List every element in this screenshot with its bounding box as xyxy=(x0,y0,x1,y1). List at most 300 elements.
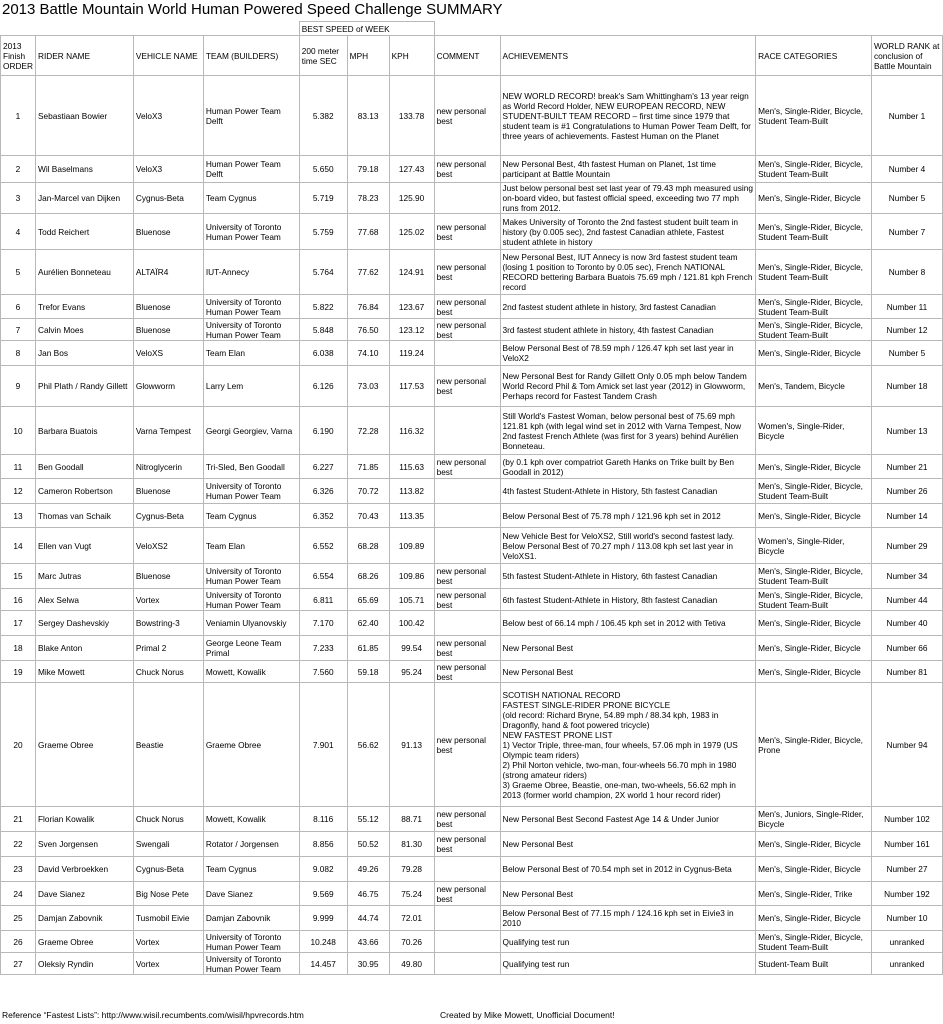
cell-rider: Aurélien Bonneteau xyxy=(35,250,133,295)
cell-rider: Alex Selwa xyxy=(35,589,133,611)
cell-order: 9 xyxy=(1,366,36,407)
cell-kph: 113.35 xyxy=(389,504,434,528)
cell-comment: new personal best xyxy=(434,319,500,341)
table-row xyxy=(1,250,943,295)
cell-order: 27 xyxy=(1,953,36,975)
table-row xyxy=(1,183,943,214)
cell-rank: Number 1 xyxy=(871,76,942,156)
column-header-row xyxy=(1,36,943,76)
cell-rank: Number 102 xyxy=(871,807,942,832)
cell-rider: Calvin Moes xyxy=(35,319,133,341)
cell-team: University of Toronto Human Power Team xyxy=(203,479,299,504)
cell-rider: Mike Mowett xyxy=(35,661,133,683)
cell-achievements: Qualifying test run xyxy=(500,953,756,975)
cell-order: 7 xyxy=(1,319,36,341)
cell-time: 7.233 xyxy=(299,636,347,661)
cell-mph: 79.18 xyxy=(347,156,389,183)
cell-rider: Oleksiy Ryndin xyxy=(35,953,133,975)
cell-race: Men's, Single-Rider, Bicycle xyxy=(756,906,872,931)
cell-rank: Number 13 xyxy=(871,407,942,455)
cell-time: 9.999 xyxy=(299,906,347,931)
cell-rank: Number 27 xyxy=(871,857,942,882)
cell-race: Men's, Single-Rider, Bicycle, Student Team-Built xyxy=(756,250,872,295)
cell-time: 6.352 xyxy=(299,504,347,528)
cell-order: 21 xyxy=(1,807,36,832)
cell-time: 8.856 xyxy=(299,832,347,857)
cell-race: Men's, Single-Rider, Bicycle, Student Team-Built xyxy=(756,564,872,589)
cell-kph: 123.12 xyxy=(389,319,434,341)
cell-rank: Number 11 xyxy=(871,295,942,319)
cell-mph: 65.69 xyxy=(347,589,389,611)
cell-comment: new personal best xyxy=(434,250,500,295)
cell-team: Damjan Zabovnik xyxy=(203,906,299,931)
cell-rider: Sergey Dashevskiy xyxy=(35,611,133,636)
cell-comment: new personal best xyxy=(434,832,500,857)
cell-rank: Number 94 xyxy=(871,683,942,807)
col-time: 200 meter time SEC xyxy=(299,36,347,76)
cell-order: 17 xyxy=(1,611,36,636)
cell-kph: 109.89 xyxy=(389,528,434,564)
cell-team: Graeme Obree xyxy=(203,683,299,807)
table-row xyxy=(1,857,943,882)
table-row xyxy=(1,661,943,683)
cell-order: 23 xyxy=(1,857,36,882)
cell-rider: Phil Plath / Randy Gillett xyxy=(35,366,133,407)
cell-achievements: Qualifying test run xyxy=(500,931,756,953)
cell-rank: Number 192 xyxy=(871,882,942,906)
cell-mph: 56.62 xyxy=(347,683,389,807)
cell-kph: 95.24 xyxy=(389,661,434,683)
cell-team: University of Toronto Human Power Team xyxy=(203,589,299,611)
cell-kph: 72.01 xyxy=(389,906,434,931)
cell-order: 4 xyxy=(1,214,36,250)
cell-race: Men's, Single-Rider, Bicycle xyxy=(756,636,872,661)
table-row xyxy=(1,295,943,319)
cell-team: IUT-Annecy xyxy=(203,250,299,295)
cell-achievements: Makes University of Toronto the 2nd fastest student built team in history (by 0.005 sec), 2nd fastest Canadian athlete, Fastest student athlete in history xyxy=(500,214,756,250)
col-comment: COMMENT xyxy=(434,36,500,76)
cell-vehicle: Bluenose xyxy=(133,564,203,589)
cell-order: 15 xyxy=(1,564,36,589)
cell-mph: 73.03 xyxy=(347,366,389,407)
cell-rank: Number 40 xyxy=(871,611,942,636)
cell-race: Men's, Single-Rider, Trike xyxy=(756,882,872,906)
cell-team: Veniamin Ulyanovskiy xyxy=(203,611,299,636)
cell-achievements: 2nd fastest student athlete in history, 3rd fastest Canadian xyxy=(500,295,756,319)
cell-achievements: New Vehicle Best for VeloXS2, Still world's second fastest lady. Below Personal Best of 70.27 mph / 113.08 kph set last year in VeloXS1. xyxy=(500,528,756,564)
table-row xyxy=(1,504,943,528)
cell-kph: 125.90 xyxy=(389,183,434,214)
cell-comment xyxy=(434,528,500,564)
cell-order: 6 xyxy=(1,295,36,319)
col-achievements: ACHIEVEMENTS xyxy=(500,36,756,76)
cell-mph: 72.28 xyxy=(347,407,389,455)
cell-vehicle: VeloX3 xyxy=(133,156,203,183)
table-row xyxy=(1,683,943,807)
cell-kph: 100.42 xyxy=(389,611,434,636)
cell-team: Human Power Team Delft xyxy=(203,156,299,183)
cell-mph: 59.18 xyxy=(347,661,389,683)
col-rider-name: RIDER NAME xyxy=(35,36,133,76)
cell-team: University of Toronto Human Power Team xyxy=(203,564,299,589)
reference-footer: Reference “Fastest Lists”: http://www.wisil.recumbents.com/wisil/hpvrecords.htm xyxy=(2,1010,304,1020)
cell-comment: new personal best xyxy=(434,564,500,589)
cell-comment xyxy=(434,857,500,882)
best-speed-header: BEST SPEED of WEEK xyxy=(299,22,434,36)
cell-mph: 43.66 xyxy=(347,931,389,953)
table-row xyxy=(1,832,943,857)
cell-vehicle: Bluenose xyxy=(133,214,203,250)
cell-achievements: New Personal Best xyxy=(500,832,756,857)
cell-race: Student-Team Built xyxy=(756,953,872,975)
table-row xyxy=(1,528,943,564)
cell-vehicle: Varna Tempest xyxy=(133,407,203,455)
cell-achievements: (by 0.1 kph over compatriot Gareth Hanks on Trike built by Ben Goodall in 2012) xyxy=(500,455,756,479)
cell-race: Men's, Single-Rider, Bicycle, Student Team-Built xyxy=(756,214,872,250)
cell-mph: 55.12 xyxy=(347,807,389,832)
cell-team: Larry Lem xyxy=(203,366,299,407)
cell-vehicle: Swengali xyxy=(133,832,203,857)
cell-race: Men's, Single-Rider, Bicycle, Student Team-Built xyxy=(756,156,872,183)
cell-comment xyxy=(434,953,500,975)
cell-achievements: New Personal Best xyxy=(500,661,756,683)
cell-mph: 76.84 xyxy=(347,295,389,319)
cell-order: 18 xyxy=(1,636,36,661)
cell-comment: new personal best xyxy=(434,366,500,407)
cell-race: Men's, Single-Rider, Bicycle xyxy=(756,857,872,882)
col-kph: KPH xyxy=(389,36,434,76)
cell-mph: 77.68 xyxy=(347,214,389,250)
cell-mph: 78.23 xyxy=(347,183,389,214)
cell-mph: 68.26 xyxy=(347,564,389,589)
cell-achievements: 4th fastest Student-Athlete in History, 5th fastest Canadian xyxy=(500,479,756,504)
cell-rank: Number 34 xyxy=(871,564,942,589)
cell-order: 1 xyxy=(1,76,36,156)
cell-kph: 123.67 xyxy=(389,295,434,319)
cell-achievements: Still World's Fastest Woman, below personal best of 75.69 mph 121.81 kph (with legal wind set in 2012 with Varna Tempest, Now 2nd fastest French Athlete (was first for 3 years) behind Aurélien Bonneteau. xyxy=(500,407,756,455)
cell-kph: 75.24 xyxy=(389,882,434,906)
cell-mph: 77.62 xyxy=(347,250,389,295)
cell-order: 12 xyxy=(1,479,36,504)
cell-kph: 99.54 xyxy=(389,636,434,661)
cell-race: Men's, Single-Rider, Bicycle, Student Team-Built xyxy=(756,295,872,319)
cell-order: 10 xyxy=(1,407,36,455)
cell-kph: 124.91 xyxy=(389,250,434,295)
cell-comment xyxy=(434,906,500,931)
cell-comment xyxy=(434,407,500,455)
cell-team: University of Toronto Human Power Team xyxy=(203,214,299,250)
cell-achievements: New Personal Best, IUT Annecy is now 3rd fastest student team (losing 1 position to Toronto by 0.05 sec), French NATIONAL RECORD bettering Barbara Buatois 75.69 mph / 121.81 kph French record xyxy=(500,250,756,295)
cell-comment: new personal best xyxy=(434,589,500,611)
cell-comment xyxy=(434,341,500,366)
cell-vehicle: Cygnus-Beta xyxy=(133,857,203,882)
cell-vehicle: Chuck Norus xyxy=(133,661,203,683)
cell-time: 5.848 xyxy=(299,319,347,341)
cell-vehicle: Cygnus-Beta xyxy=(133,504,203,528)
cell-kph: 49.80 xyxy=(389,953,434,975)
table-row xyxy=(1,341,943,366)
cell-time: 5.719 xyxy=(299,183,347,214)
cell-time: 5.650 xyxy=(299,156,347,183)
table-row xyxy=(1,931,943,953)
cell-race: Men's, Single-Rider, Bicycle, Student Team-Built xyxy=(756,479,872,504)
cell-order: 20 xyxy=(1,683,36,807)
cell-achievements: Below best of 66.14 mph / 106.45 kph set in 2012 with Tetiva xyxy=(500,611,756,636)
cell-time: 6.326 xyxy=(299,479,347,504)
cell-team: University of Toronto Human Power Team xyxy=(203,295,299,319)
cell-rank: Number 161 xyxy=(871,832,942,857)
cell-order: 8 xyxy=(1,341,36,366)
cell-achievements: New Personal Best xyxy=(500,882,756,906)
cell-rider: Florian Kowalik xyxy=(35,807,133,832)
cell-time: 7.560 xyxy=(299,661,347,683)
cell-comment xyxy=(434,611,500,636)
cell-time: 6.552 xyxy=(299,528,347,564)
cell-achievements: NEW WORLD RECORD! break's Sam Whittingham's 13 year reign as World Record Holder, NEW EUROPEAN RECORD, NEW STUDENT-BUILT TEAM RECORD – first time since 1979 that student team is #1 Congratulations to Human Power Team Delft, for three years of achievements. Fastest Human on the Planet xyxy=(500,76,756,156)
cell-vehicle: Cygnus-Beta xyxy=(133,183,203,214)
cell-mph: 68.28 xyxy=(347,528,389,564)
cell-kph: 117.53 xyxy=(389,366,434,407)
cell-time: 6.811 xyxy=(299,589,347,611)
cell-rank: Number 21 xyxy=(871,455,942,479)
cell-time: 5.759 xyxy=(299,214,347,250)
document-title: 2013 Battle Mountain World Human Powered Speed Challenge SUMMARY xyxy=(2,1,503,18)
cell-kph: 116.32 xyxy=(389,407,434,455)
cell-race: Men's, Single-Rider, Bicycle xyxy=(756,183,872,214)
cell-achievements: New Personal Best xyxy=(500,636,756,661)
cell-vehicle: Bowstring-3 xyxy=(133,611,203,636)
table-row xyxy=(1,407,943,455)
cell-time: 5.764 xyxy=(299,250,347,295)
cell-time: 7.170 xyxy=(299,611,347,636)
cell-rider: Jan Bos xyxy=(35,341,133,366)
cell-vehicle: Bluenose xyxy=(133,295,203,319)
cell-rider: David Verbroekken xyxy=(35,857,133,882)
results-table-wrapper xyxy=(0,21,943,975)
cell-vehicle: Beastie xyxy=(133,683,203,807)
cell-rider: Barbara Buatois xyxy=(35,407,133,455)
cell-race: Men's, Tandem, Bicycle xyxy=(756,366,872,407)
cell-achievements: Just below personal best set last year of 79.43 mph measured using on-board video, but fastest official speed, exceeding two 77 mph runs from 2012. xyxy=(500,183,756,214)
cell-team: Team Elan xyxy=(203,341,299,366)
cell-achievements: Below Personal Best of 77.15 mph / 124.16 kph set in Eivie3 in 2010 xyxy=(500,906,756,931)
col-race-categories: RACE CATEGORIES xyxy=(756,36,872,76)
cell-rider: Jan-Marcel van Dijken xyxy=(35,183,133,214)
cell-team: University of Toronto Human Power Team xyxy=(203,931,299,953)
col-team: TEAM (BUILDERS) xyxy=(203,36,299,76)
col-finish-order: 2013 Finish ORDER xyxy=(1,36,36,76)
cell-kph: 127.43 xyxy=(389,156,434,183)
cell-comment xyxy=(434,931,500,953)
cell-race: Men's, Single-Rider, Bicycle xyxy=(756,504,872,528)
cell-race: Men's, Juniors, Single-Rider, Bicycle xyxy=(756,807,872,832)
cell-comment: new personal best xyxy=(434,683,500,807)
cell-order: 3 xyxy=(1,183,36,214)
cell-rank: Number 8 xyxy=(871,250,942,295)
cell-kph: 115.63 xyxy=(389,455,434,479)
cell-comment: new personal best xyxy=(434,807,500,832)
cell-team: George Leone Team Primal xyxy=(203,636,299,661)
cell-vehicle: Nitroglycerin xyxy=(133,455,203,479)
cell-vehicle: Big Nose Pete xyxy=(133,882,203,906)
cell-rank: unranked xyxy=(871,931,942,953)
cell-order: 13 xyxy=(1,504,36,528)
table-row xyxy=(1,636,943,661)
cell-mph: 70.43 xyxy=(347,504,389,528)
cell-rider: Wil Baselmans xyxy=(35,156,133,183)
cell-comment xyxy=(434,504,500,528)
cell-kph: 88.71 xyxy=(389,807,434,832)
cell-team: Mowett, Kowalik xyxy=(203,661,299,683)
cell-mph: 70.72 xyxy=(347,479,389,504)
cell-vehicle: VeloXS xyxy=(133,341,203,366)
cell-vehicle: Vortex xyxy=(133,931,203,953)
cell-rank: Number 18 xyxy=(871,366,942,407)
results-table xyxy=(0,21,943,975)
cell-team: Georgi Georgiev, Varna xyxy=(203,407,299,455)
cell-achievements: Below Personal Best of 75.78 mph / 121.96 kph set in 2012 xyxy=(500,504,756,528)
table-row xyxy=(1,589,943,611)
cell-vehicle: Glowworm xyxy=(133,366,203,407)
group-header-row xyxy=(1,22,943,36)
cell-order: 19 xyxy=(1,661,36,683)
cell-rider: Sven Jorgensen xyxy=(35,832,133,857)
cell-rider: Ellen van Vugt xyxy=(35,528,133,564)
cell-achievements: 6th fastest Student-Athlete in History, 8th fastest Canadian xyxy=(500,589,756,611)
cell-mph: 46.75 xyxy=(347,882,389,906)
table-row xyxy=(1,156,943,183)
cell-rank: Number 4 xyxy=(871,156,942,183)
cell-rider: Graeme Obree xyxy=(35,931,133,953)
cell-comment: new personal best xyxy=(434,156,500,183)
cell-kph: 105.71 xyxy=(389,589,434,611)
cell-mph: 49.26 xyxy=(347,857,389,882)
cell-comment: new personal best xyxy=(434,455,500,479)
cell-vehicle: Vortex xyxy=(133,953,203,975)
cell-comment: new personal best xyxy=(434,661,500,683)
cell-order: 5 xyxy=(1,250,36,295)
cell-time: 6.126 xyxy=(299,366,347,407)
cell-vehicle: ALTAÏR4 xyxy=(133,250,203,295)
cell-kph: 109.86 xyxy=(389,564,434,589)
cell-kph: 79.28 xyxy=(389,857,434,882)
cell-race: Men's, Single-Rider, Bicycle, Student Team-Built xyxy=(756,931,872,953)
cell-race: Men's, Single-Rider, Bicycle, Student Team-Built xyxy=(756,76,872,156)
cell-team: Rotator / Jorgensen xyxy=(203,832,299,857)
cell-rider: Dave Sianez xyxy=(35,882,133,906)
cell-rank: Number 81 xyxy=(871,661,942,683)
results-body xyxy=(1,76,943,975)
cell-achievements: SCOTISH NATIONAL RECORD FASTEST SINGLE-RIDER PRONE BICYCLE (old record: Richard Bryne, 54.89 mph / 88.34 kph, 1983 in Dragonfly, hand & foot powered tricycle) NEW FASTEST PRONE LIST 1) Vector Triple, three-man, four wheels, 57.06 mph in 1979 (US Olympic team riders) 2) Phil Norton vehicle, two-man, four-wheels 56.70 mph in 1980 (strong amateur riders) 3) Graeme Obree, Beastie, one-man, two-wheels, 56.62 mph in 2013 (former world champion, 2X world 1 hour record rider) xyxy=(500,683,756,807)
cell-team: University of Toronto Human Power Team xyxy=(203,953,299,975)
cell-time: 10.248 xyxy=(299,931,347,953)
cell-rank: Number 29 xyxy=(871,528,942,564)
cell-order: 2 xyxy=(1,156,36,183)
cell-rank: Number 5 xyxy=(871,341,942,366)
cell-time: 6.190 xyxy=(299,407,347,455)
cell-mph: 44.74 xyxy=(347,906,389,931)
cell-time: 9.082 xyxy=(299,857,347,882)
cell-mph: 71.85 xyxy=(347,455,389,479)
table-row xyxy=(1,366,943,407)
cell-rider: Todd Reichert xyxy=(35,214,133,250)
cell-race: Men's, Single-Rider, Bicycle, Student Team-Built xyxy=(756,319,872,341)
cell-team: Human Power Team Delft xyxy=(203,76,299,156)
cell-team: Team Elan xyxy=(203,528,299,564)
cell-comment: new personal best xyxy=(434,636,500,661)
cell-achievements: New Personal Best for Randy Gillett Only 0.05 mph below Tandem World Record Phil & Tom Amick set last year (2012) in Glowworm, Perhaps record for Fastest Tandem Crash xyxy=(500,366,756,407)
cell-rider: Sebastiaan Bowier xyxy=(35,76,133,156)
col-vehicle-name: VEHICLE NAME xyxy=(133,36,203,76)
cell-rank: unranked xyxy=(871,953,942,975)
col-mph: MPH xyxy=(347,36,389,76)
cell-vehicle: Bluenose xyxy=(133,479,203,504)
cell-rank: Number 12 xyxy=(871,319,942,341)
cell-team: Mowett, Kowalik xyxy=(203,807,299,832)
cell-rider: Marc Jutras xyxy=(35,564,133,589)
cell-time: 14.457 xyxy=(299,953,347,975)
cell-rank: Number 26 xyxy=(871,479,942,504)
cell-mph: 74.10 xyxy=(347,341,389,366)
cell-order: 14 xyxy=(1,528,36,564)
cell-rank: Number 7 xyxy=(871,214,942,250)
cell-mph: 62.40 xyxy=(347,611,389,636)
cell-vehicle: Chuck Norus xyxy=(133,807,203,832)
cell-kph: 81.30 xyxy=(389,832,434,857)
cell-comment xyxy=(434,183,500,214)
cell-achievements: New Personal Best, 4th fastest Human on Planet, 1st time participant at Battle Mountain xyxy=(500,156,756,183)
cell-achievements: 3rd fastest student athlete in history, 4th fastest Canadian xyxy=(500,319,756,341)
cell-race: Men's, Single-Rider, Bicycle xyxy=(756,832,872,857)
cell-kph: 91.13 xyxy=(389,683,434,807)
cell-achievements: New Personal Best Second Fastest Age 14 & Under Junior xyxy=(500,807,756,832)
table-row xyxy=(1,455,943,479)
cell-order: 11 xyxy=(1,455,36,479)
cell-rank: Number 14 xyxy=(871,504,942,528)
cell-time: 6.227 xyxy=(299,455,347,479)
cell-race: Women's, Single-Rider, Bicycle xyxy=(756,528,872,564)
table-row xyxy=(1,319,943,341)
cell-race: Men's, Single-Rider, Bicycle xyxy=(756,611,872,636)
cell-mph: 50.52 xyxy=(347,832,389,857)
cell-vehicle: Primal 2 xyxy=(133,636,203,661)
table-row xyxy=(1,953,943,975)
cell-kph: 70.26 xyxy=(389,931,434,953)
cell-time: 6.038 xyxy=(299,341,347,366)
cell-vehicle: Bluenose xyxy=(133,319,203,341)
table-row xyxy=(1,479,943,504)
cell-team: Tri-Sled, Ben Goodall xyxy=(203,455,299,479)
table-row xyxy=(1,906,943,931)
table-row xyxy=(1,564,943,589)
cell-time: 8.116 xyxy=(299,807,347,832)
cell-order: 26 xyxy=(1,931,36,953)
cell-mph: 83.13 xyxy=(347,76,389,156)
cell-achievements: 5th fastest Student-Athlete in History, 6th fastest Canadian xyxy=(500,564,756,589)
credit-footer: Created by Mike Mowett, Unofficial Document! xyxy=(440,1010,615,1020)
cell-kph: 125.02 xyxy=(389,214,434,250)
cell-race: Women's, Single-Rider, Bicycle xyxy=(756,407,872,455)
cell-team: Team Cygnus xyxy=(203,183,299,214)
cell-time: 5.382 xyxy=(299,76,347,156)
cell-comment: new personal best xyxy=(434,76,500,156)
cell-rider: Trefor Evans xyxy=(35,295,133,319)
cell-kph: 113.82 xyxy=(389,479,434,504)
cell-rider: Cameron Robertson xyxy=(35,479,133,504)
cell-race: Men's, Single-Rider, Bicycle xyxy=(756,661,872,683)
cell-mph: 76.50 xyxy=(347,319,389,341)
cell-vehicle: VeloXS2 xyxy=(133,528,203,564)
